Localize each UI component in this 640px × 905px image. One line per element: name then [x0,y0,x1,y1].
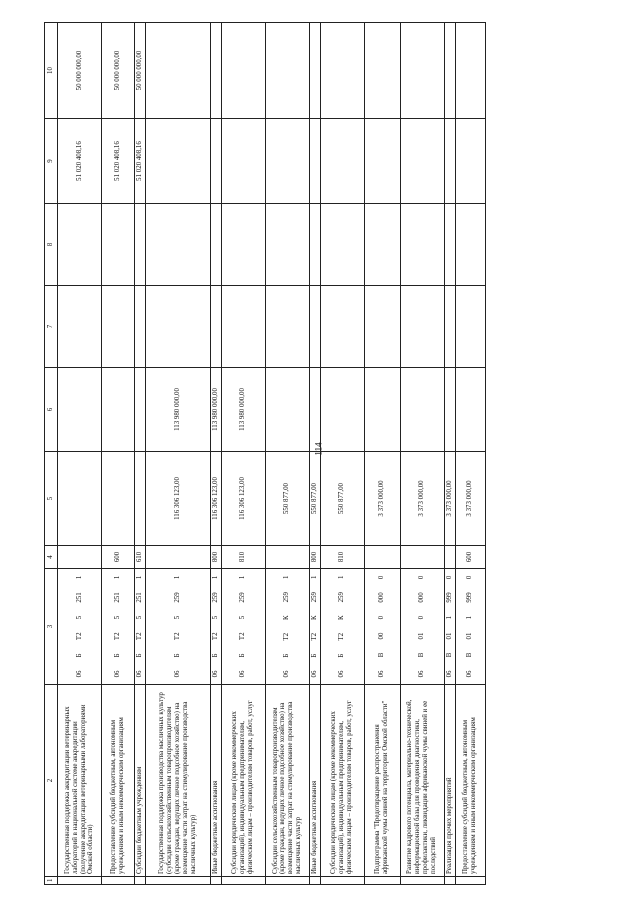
code-part: 06 [173,670,181,678]
row-name-cell: Иные бюджетные ассигнования [210,685,221,877]
amount-cell-c9 [221,119,265,204]
code-part: 01 [418,632,426,640]
table-row [102,23,135,885]
amount-cell-c9 [309,119,320,204]
amount-cell-c10 [444,23,455,119]
code-part: 06 [114,670,122,678]
code-part: 259 [211,592,219,603]
amount-cell-c6 [265,368,309,452]
amount-cell-c6: 113 980 000,00 [221,368,265,452]
code-part: Б [114,653,122,658]
code-part: 1 [173,575,181,580]
code-part: 259 [239,592,247,603]
row-name-cell: Подпрограмма "Предотвращение распространения африканской чумы свиней на территории Омской области" [364,685,400,877]
expense-type-cell: 810 [221,546,265,569]
code-part: 01 [466,632,474,640]
header-cell: 7 [45,286,58,368]
budget-code-cell [265,569,309,685]
code-part: 06 [75,670,83,678]
code-part: 1 [445,615,453,620]
budget-code-cell [221,569,265,685]
amount-cell-c5: 550 877,00 [265,452,309,546]
code-part: 000 [418,592,426,603]
amount-cell-c7 [265,286,309,368]
amount-cell-c10 [221,23,265,119]
amount-cell-c7 [135,286,146,368]
amount-cell-c8 [145,204,210,286]
code-part: 251 [75,592,83,603]
amount-cell-c10: 50 000 000,00 [58,23,102,119]
budget-code [239,569,247,684]
code-part: К [283,615,291,620]
amount-cell-c9 [210,119,221,204]
expense-type-cell: 800 [309,546,320,569]
code-part: 01 [445,632,453,640]
amount-cell-c7 [221,286,265,368]
code-part: 259 [310,592,318,603]
amount-cell-c5: 550 877,00 [320,452,364,546]
amount-cell-c8 [364,204,400,286]
amount-cell-c10 [210,23,221,119]
expense-type-cell: 600 [455,546,485,569]
code-part: 06 [211,670,219,678]
expense-type-cell [400,546,444,569]
expense-type-cell: 800 [210,546,221,569]
amount-cell-c8 [400,204,444,286]
table-row [221,23,265,885]
code-part: 06 [283,670,291,678]
code-part: 1 [211,575,219,580]
amount-cell-c6 [455,368,485,452]
header-cell: 2 [45,685,58,877]
amount-cell-c5 [135,452,146,546]
amount-cell-c10 [364,23,400,119]
amount-cell-c5 [58,452,102,546]
budget-code-cell [102,569,135,685]
row-name-cell: Субсидии сельскохозяйственным товаропроизводителям (кроме граждан, ведущих личное подсобное хозяйство) на возмещение части затрат на стимулирование производства масличных культур [265,685,309,877]
amount-cell-c8 [455,204,485,286]
row-index-cell [58,877,102,885]
expense-type-cell [444,546,455,569]
code-part: 999 [466,592,474,603]
budget-table-sheet [44,23,640,885]
amount-cell-c9: 51 020 408,16 [102,119,135,204]
code-part: В [378,652,386,658]
table-row [455,23,485,885]
amount-cell-c5 [102,452,135,546]
budget-code-cell [309,569,320,685]
budget-code-cell [58,569,102,685]
row-index-cell [455,877,485,885]
header-cell: 3 [45,569,58,685]
code-part: Т2 [136,632,143,641]
code-part: В [466,652,474,658]
amount-cell-c10 [455,23,485,119]
amount-cell-c7 [444,286,455,368]
amount-cell-c6 [309,368,320,452]
expense-type-cell [265,546,309,569]
code-part: 06 [466,670,474,678]
row-name-cell: Предоставление субсидий бюджетным, автономным учреждениям и иным некоммерческим организациям [102,685,135,877]
code-part: Б [283,653,291,658]
budget-code-cell [455,569,485,685]
code-part: 259 [283,592,291,603]
code-part: 000 [378,592,386,603]
code-part: К [338,615,346,620]
table-row [320,23,364,885]
amount-cell-c5: 116 306 123,00 [210,452,221,546]
code-part: 0 [378,575,386,580]
amount-cell-c6 [320,368,364,452]
header-cell: 1 [45,877,58,885]
table-row [210,23,221,885]
row-name-cell: Реализация прочих мероприятий [444,685,455,877]
amount-cell-c5: 116 306 123,00 [221,452,265,546]
code-part: Б [310,653,318,658]
row-index-cell [444,877,455,885]
amount-cell-c6 [364,368,400,452]
amount-cell-c8 [444,204,455,286]
amount-cell-c7 [455,286,485,368]
code-part: Б [75,653,83,658]
amount-cell-c9: 51 020 408,16 [58,119,102,204]
amount-cell-c9: 51 020 408,16 [135,119,146,204]
budget-code-cell [145,569,210,685]
code-part: 00 [378,632,386,640]
budget-code-cell [320,569,364,685]
expense-type-cell: 600 [102,546,135,569]
amount-cell-c6 [400,368,444,452]
amount-cell-c5: 116 306 123,00 [145,452,210,546]
code-part: 06 [338,670,346,678]
budget-code-cell [400,569,444,685]
row-index-cell [265,877,309,885]
code-part: Т2 [75,632,83,641]
amount-cell-c7 [309,286,320,368]
amount-cell-c5: 3 373 000,00 [364,452,400,546]
row-index-cell [145,877,210,885]
table-row [58,23,102,885]
budget-table [44,22,486,885]
code-part: В [445,652,453,658]
budget-code [466,569,474,684]
code-part: 5 [173,615,181,620]
budget-code [418,569,426,684]
expense-type-cell: 810 [320,546,364,569]
amount-cell-c9 [455,119,485,204]
row-index-cell [221,877,265,885]
table-row [444,23,455,885]
expense-type-cell: 610 [135,546,146,569]
row-index-cell [135,877,146,885]
amount-cell-c8 [265,204,309,286]
code-part: Б [136,653,143,658]
code-part: 06 [418,670,426,678]
code-part: 1 [466,615,474,620]
code-part: Т2 [239,632,247,641]
code-part: 1 [310,575,318,580]
code-part: 1 [283,575,291,580]
amount-cell-c9 [265,119,309,204]
amount-cell-c10 [145,23,210,119]
row-name-cell: Субсидии бюджетным учреждениям [135,685,146,877]
amount-cell-c9 [320,119,364,204]
amount-cell-c6 [444,368,455,452]
amount-cell-c7 [58,286,102,368]
amount-cell-c10 [320,23,364,119]
code-part: 0 [418,615,426,620]
header-cell: 10 [45,23,58,119]
amount-cell-c8 [320,204,364,286]
amount-cell-c6: 113 980 000,00 [145,368,210,452]
table-row [364,23,400,885]
row-name-cell: Государственная поддержка аккредитации ветеринарных лабораторий в национальной системе аккредитации (получение аккредитации ветеринарными лабораториями Омской области) [58,685,102,877]
page-number: 114 [313,442,324,456]
amount-cell-c5: 3 373 000,00 [455,452,485,546]
table-row [309,23,320,885]
amount-cell-c8 [58,204,102,286]
code-part: Б [239,653,247,658]
code-part: 5 [239,615,247,620]
row-index-cell [102,877,135,885]
row-index-cell [320,877,364,885]
amount-cell-c6 [58,368,102,452]
amount-cell-c8 [135,204,146,286]
budget-code [174,569,182,684]
budget-code [76,569,84,684]
code-part: Т2 [338,632,346,641]
amount-cell-c10 [309,23,320,119]
amount-cell-c7 [364,286,400,368]
table-row [265,23,309,885]
code-part: 1 [136,575,143,580]
code-part: 06 [310,670,318,678]
budget-code [446,569,454,684]
row-index-cell [364,877,400,885]
expense-type-cell [145,546,210,569]
row-name-cell: Развитие кадрового потенциала, материально-технической, информационной базы для проведения диагностики, профилактики, ликвидации африканской чумы свиней и ее последствий [400,685,444,877]
amount-cell-c9 [145,119,210,204]
header-cell: 9 [45,119,58,204]
budget-code-cell [210,569,221,685]
code-part: 259 [338,592,346,603]
header-cell: 5 [45,452,58,546]
amount-cell-c10 [400,23,444,119]
table-row [400,23,444,885]
budget-code [136,569,144,684]
header-cell: 6 [45,368,58,452]
header-cell: 8 [45,204,58,286]
row-name-cell: Субсидии юридическим лицам (кроме некоммерческих организаций), индивидуальным предпринимателям, физическим лицам – производителям товаров, работ, услуг [320,685,364,877]
code-part: Б [211,653,219,658]
code-part: 251 [136,592,143,603]
amount-cell-c8 [309,204,320,286]
amount-cell-c9 [444,119,455,204]
amount-cell-c9 [364,119,400,204]
amount-cell-c10: 50 000 000,00 [102,23,135,119]
code-part: 5 [211,615,219,620]
code-part: 1 [114,575,122,580]
budget-code [114,569,122,684]
row-name-cell: Предоставление субсидий бюджетным, автономным учреждениям и иным некоммерческим организациям [455,685,485,877]
amount-cell-c7 [320,286,364,368]
budget-code [311,569,319,684]
amount-cell-c8 [221,204,265,286]
code-part: 5 [136,615,143,620]
table-header-row [45,23,58,885]
code-part: 251 [114,592,122,603]
amount-cell-c10: 50 000 000,00 [135,23,146,119]
row-name-cell: Государственная поддержка производства масличных культур (субсидии сельскохозяйственным товаропроизводителям (кроме граждан, ведущих личное подсобное хозяйство) на возмещение части затрат на стимулирование производства масличных культур) [145,685,210,877]
row-index-cell [309,877,320,885]
amount-cell-c6 [135,368,146,452]
code-part: Т2 [211,632,219,641]
budget-code-cell [135,569,146,685]
code-part: 5 [114,615,122,620]
budget-code [338,569,346,684]
amount-cell-c10 [265,23,309,119]
amount-cell-c8 [102,204,135,286]
code-part: Б [338,653,346,658]
budget-code-cell [444,569,455,685]
code-part: Т2 [283,632,291,641]
expense-type-cell [58,546,102,569]
code-part: 0 [466,575,474,580]
budget-code-cell [364,569,400,685]
code-part: 0 [378,615,386,620]
header-cell: 4 [45,546,58,569]
amount-cell-c5: 550 877,00 [309,452,320,546]
budget-code [378,569,386,684]
amount-cell-c7 [210,286,221,368]
budget-code [283,569,291,684]
amount-cell-c6: 113 980 000,00 [210,368,221,452]
expense-type-cell [364,546,400,569]
row-index-cell [400,877,444,885]
code-part: Т2 [173,632,181,641]
row-name-cell: Иные бюджетные ассигнования [309,685,320,877]
code-part: 0 [418,575,426,580]
row-name-cell: Субсидии юридическим лицам (кроме некоммерческих организаций), индивидуальным предпринимателям, физическим лицам – производителям товаров, работ, услуг [221,685,265,877]
amount-cell-c8 [210,204,221,286]
amount-cell-c5: 3 373 000,00 [444,452,455,546]
code-part: 1 [338,575,346,580]
amount-cell-c6 [102,368,135,452]
amount-cell-c9 [400,119,444,204]
code-part: К [310,615,318,620]
code-part: 06 [239,670,247,678]
code-part: Т2 [310,632,318,641]
budget-code [212,569,220,684]
row-index-cell [210,877,221,885]
code-part: 0 [445,575,453,580]
table-row [145,23,210,885]
amount-cell-c5: 3 373 000,00 [400,452,444,546]
code-part: 06 [445,670,453,678]
amount-cell-c7 [400,286,444,368]
table-row [135,23,146,885]
code-part: 1 [239,575,247,580]
code-part: 06 [378,670,386,678]
code-part: Б [173,653,181,658]
code-part: 06 [136,670,143,678]
amount-cell-c7 [102,286,135,368]
code-part: Т2 [114,632,122,641]
code-part: 999 [445,592,453,603]
code-part: 1 [75,575,83,580]
amount-cell-c7 [145,286,210,368]
code-part: В [418,652,426,658]
code-part: 5 [75,615,83,620]
code-part: 259 [173,592,181,603]
